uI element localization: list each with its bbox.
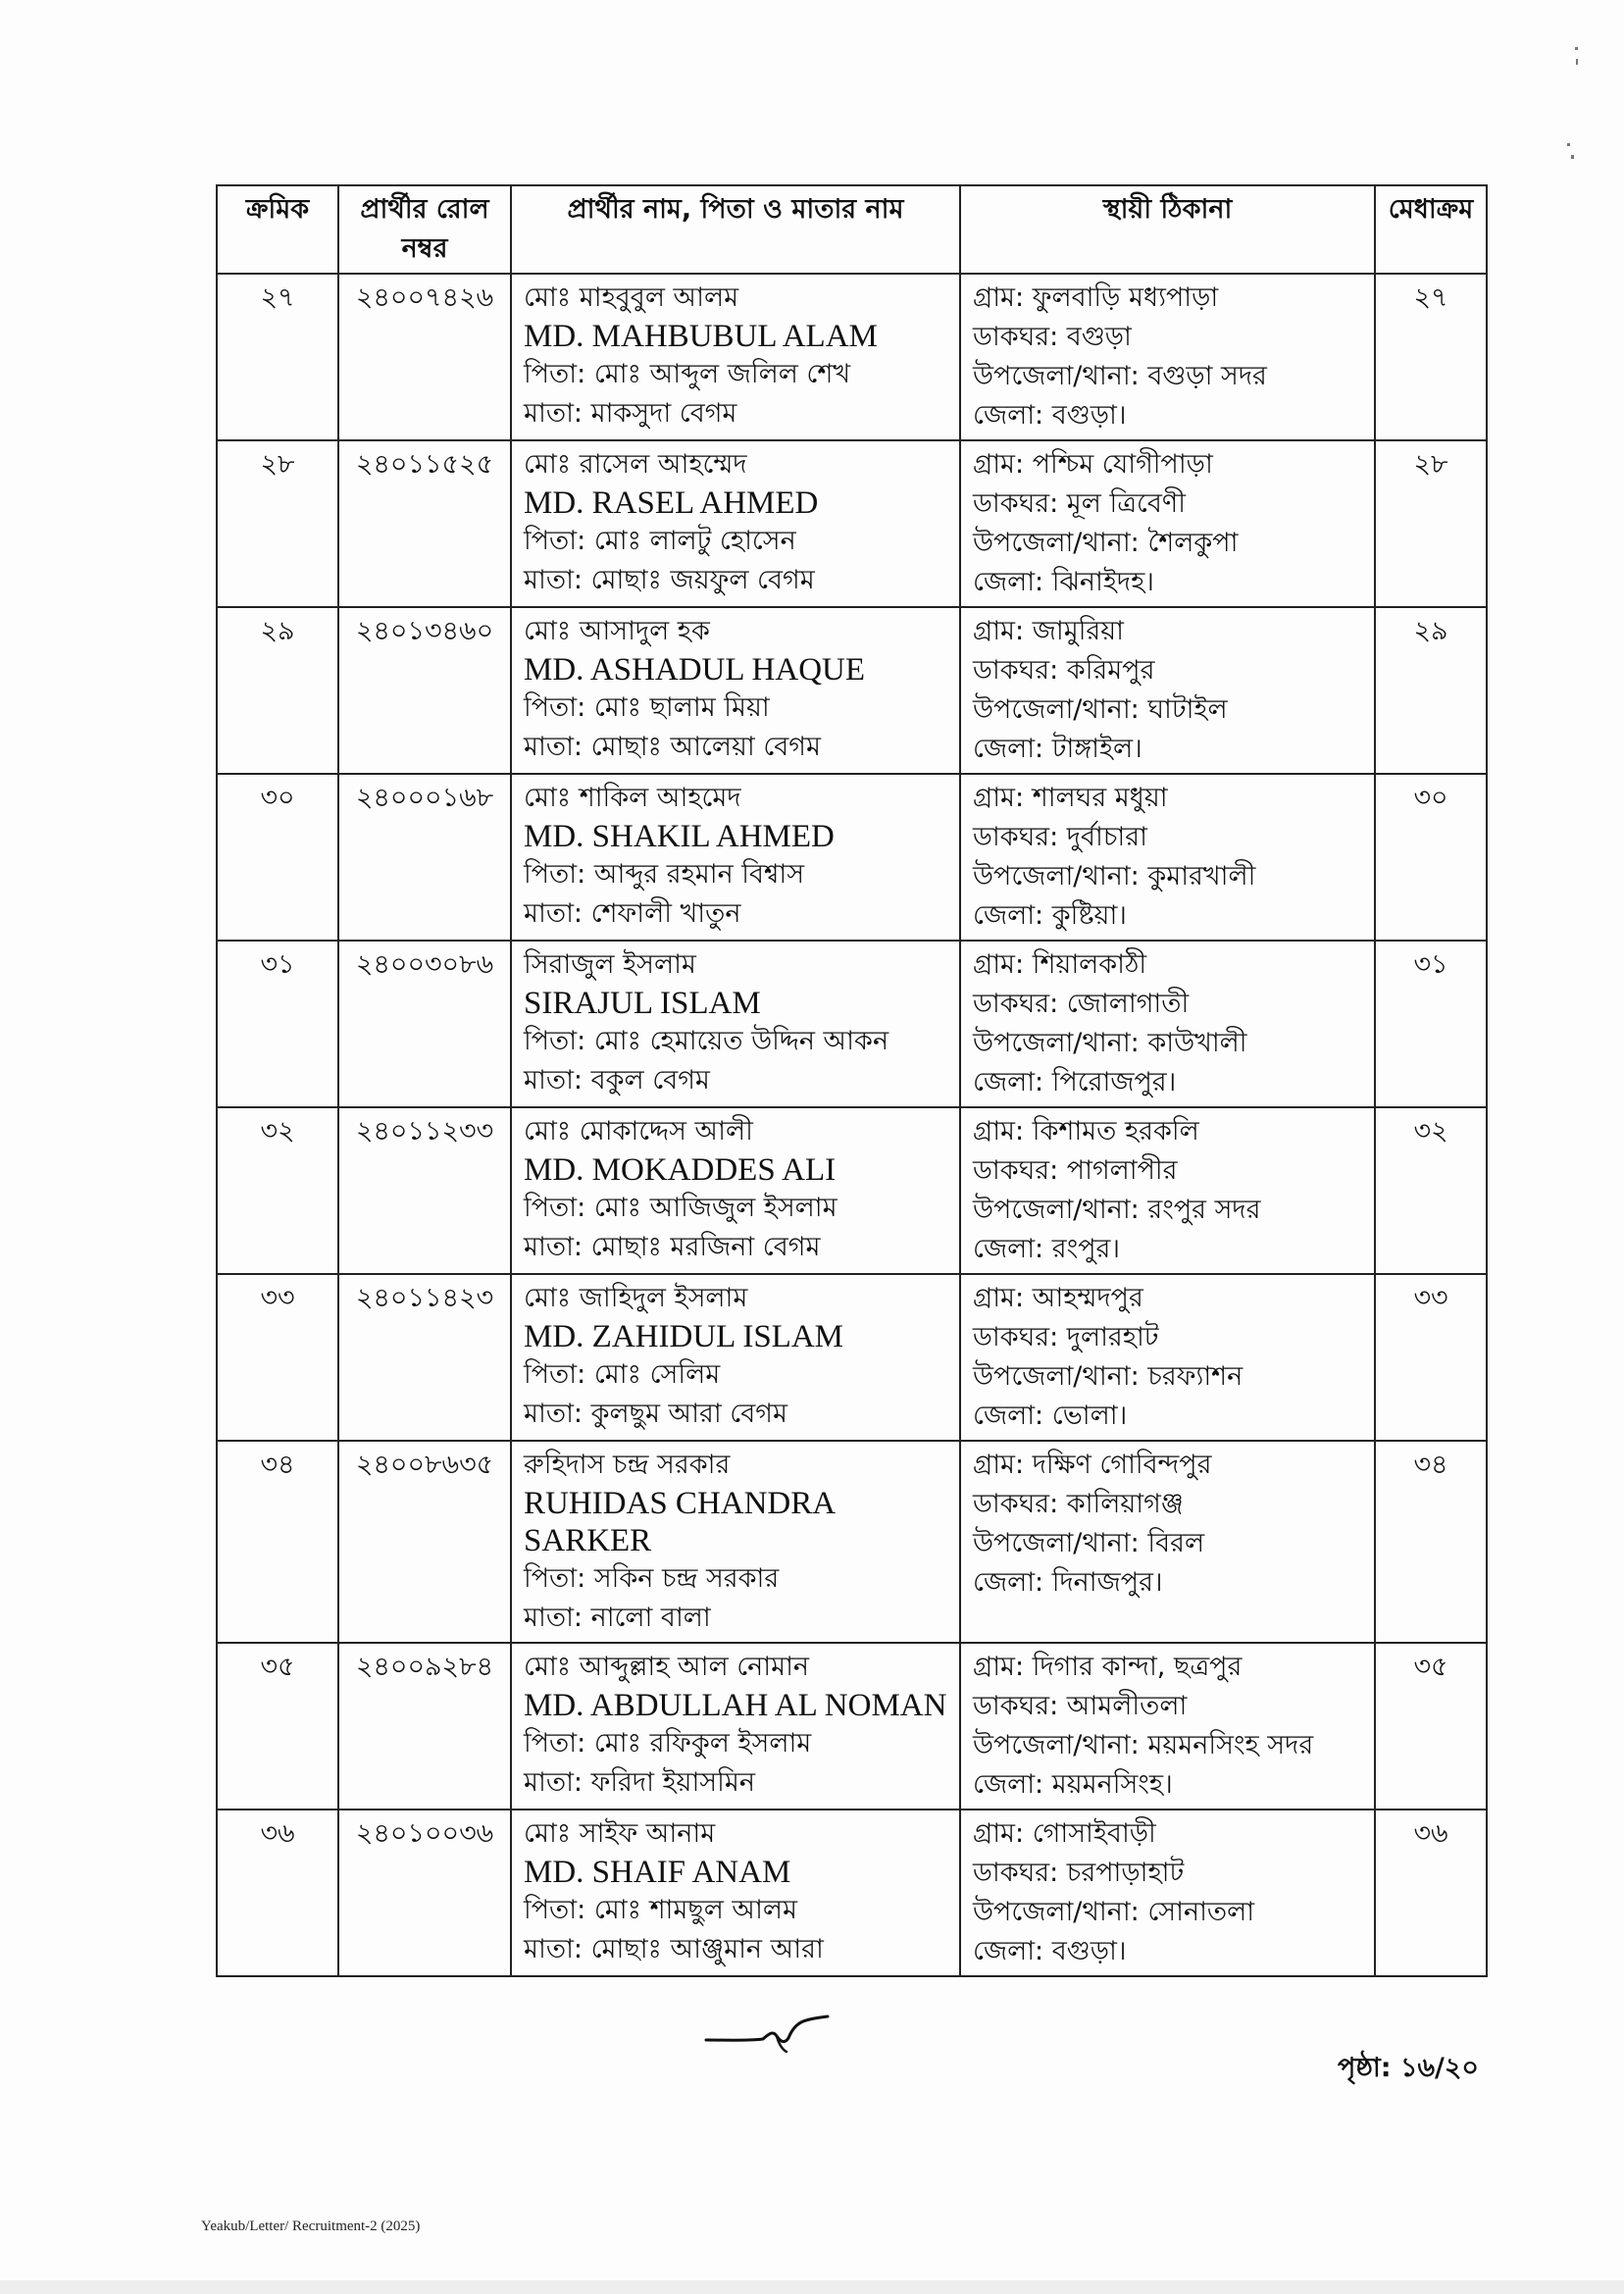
address-upazila: উপজেলা/থানা: বিরল bbox=[973, 1528, 1205, 1558]
mother-name: মাতা: নালো বালা bbox=[524, 1603, 711, 1633]
candidate-name-bn: মোঃ সাইফ আনাম bbox=[524, 1818, 716, 1849]
address-district: জেলা: দিনাজপুর। bbox=[973, 1567, 1163, 1598]
serial-cell: ৩৬ bbox=[217, 1810, 338, 1976]
candidate-name-bn: মোঃ মোকাদ্দেস আলী bbox=[524, 1116, 753, 1147]
candidate-name-bn: মোঃ জাহিদুল ইসলাম bbox=[524, 1283, 748, 1313]
father-name: পিতা: মোঃ রফিকুল ইসলাম bbox=[524, 1728, 812, 1759]
header-serial: ক্রমিক bbox=[217, 185, 338, 274]
candidate-name-bn: মোঃ আসাদুল হক bbox=[524, 616, 710, 646]
name-cell bbox=[511, 440, 960, 607]
scan-speck bbox=[1571, 155, 1574, 159]
table-row bbox=[217, 1810, 1487, 1976]
merit-cell: ২৭ bbox=[1375, 274, 1487, 440]
merit-cell: ৩২ bbox=[1375, 1107, 1487, 1274]
roll-cell: ২৪০০৩০৮৬ bbox=[338, 941, 511, 1107]
address-district: জেলা: ভোলা। bbox=[973, 1401, 1128, 1431]
address-post: ডাকঘর: মূল ত্রিবেণী bbox=[973, 488, 1186, 519]
table-row bbox=[217, 774, 1487, 941]
scan-speck bbox=[1575, 47, 1578, 50]
address-post: ডাকঘর: দুর্বাচারা bbox=[973, 822, 1147, 852]
name-cell bbox=[511, 1107, 960, 1274]
address-cell bbox=[960, 1810, 1375, 1976]
address-district: জেলা: কুষ্টিয়া। bbox=[973, 900, 1127, 931]
address-post: ডাকঘর: দুলারহাট bbox=[973, 1322, 1159, 1352]
serial-cell: ৩৫ bbox=[217, 1643, 338, 1810]
merit-cell: ৩১ bbox=[1375, 941, 1487, 1107]
roll-cell: ২৪০১০০৩৬ bbox=[338, 1810, 511, 1976]
address-village: গ্রাম: ফুলবাড়ি মধ্যপাড়া bbox=[973, 282, 1219, 313]
address-cell bbox=[960, 274, 1375, 440]
address-cell bbox=[960, 941, 1375, 1107]
candidate-name-en: MD. ZAHIDUL ISLAM bbox=[524, 1319, 844, 1354]
mother-name: মাতা: মোছাঃ জয়ফুল বেগম bbox=[524, 565, 815, 595]
table-row bbox=[217, 941, 1487, 1107]
mother-name: মাতা: মোছাঃ আঞ্জুমান আরা bbox=[524, 1934, 824, 1964]
address-post: ডাকঘর: জোলাগাতী bbox=[973, 989, 1190, 1019]
address-village: গ্রাম: আহম্মদপুর bbox=[973, 1283, 1143, 1313]
mother-name: মাতা: ফরিদা ইয়াসমিন bbox=[524, 1767, 755, 1798]
table-row bbox=[217, 440, 1487, 607]
signature-mark bbox=[704, 2009, 832, 2058]
roll-cell: ২৪০১১২৩৩ bbox=[338, 1107, 511, 1274]
candidate-name-bn: মোঃ আব্দুল্লাহ আল নোমান bbox=[524, 1652, 810, 1682]
address-post: ডাকঘর: চরপাড়াহাট bbox=[973, 1858, 1185, 1888]
address-district: জেলা: বগুড়া। bbox=[973, 400, 1127, 431]
mother-name: মাতা: বকুল বেগম bbox=[524, 1065, 710, 1096]
serial-cell: ৩০ bbox=[217, 774, 338, 941]
name-cell bbox=[511, 941, 960, 1107]
candidate-name-en: MD. SHAKIL AHMED bbox=[524, 819, 835, 854]
father-name: পিতা: মোঃ আব্দুল জলিল শেখ bbox=[524, 359, 851, 389]
candidate-name-bn: রুহিদাস চন্দ্র সরকার bbox=[524, 1450, 731, 1480]
candidate-name-en: MD. SHAIF ANAM bbox=[524, 1855, 791, 1890]
candidate-name-en: MD. ABDULLAH AL NOMAN bbox=[524, 1688, 947, 1723]
address-district: জেলা: ঝিনাইদহ। bbox=[973, 567, 1154, 597]
candidate-name-en: SIRAJUL ISLAM bbox=[524, 986, 761, 1021]
table-row bbox=[217, 607, 1487, 774]
address-cell bbox=[960, 607, 1375, 774]
father-name: পিতা: মোঃ হেমায়েত উদ্দিন আকন bbox=[524, 1026, 889, 1056]
page-number: পৃষ্ঠা: ১৬/২০ bbox=[1338, 2053, 1479, 2083]
table-row bbox=[217, 274, 1487, 440]
father-name: পিতা: মোঃ আজিজুল ইসলাম bbox=[524, 1193, 837, 1223]
serial-cell: ৩৪ bbox=[217, 1441, 338, 1643]
serial-cell: ৩২ bbox=[217, 1107, 338, 1274]
name-cell bbox=[511, 274, 960, 440]
address-cell bbox=[960, 774, 1375, 941]
address-district: জেলা: বগুড়া। bbox=[973, 1936, 1127, 1966]
address-district: জেলা: রংপুর। bbox=[973, 1234, 1121, 1264]
address-upazila: উপজেলা/থানা: কুমারখালী bbox=[973, 861, 1256, 892]
address-village: গ্রাম: শালঘর মধুয়া bbox=[973, 783, 1168, 813]
table-row bbox=[217, 1441, 1487, 1643]
header-address: স্থায়ী ঠিকানা bbox=[960, 185, 1375, 274]
scan-speck bbox=[1576, 59, 1578, 65]
address-village: গ্রাম: শিয়ালকাঠী bbox=[973, 949, 1147, 980]
mother-name: মাতা: মাকসুদা বেগম bbox=[524, 398, 737, 429]
father-name: পিতা: মোঃ লালটু হোসেন bbox=[524, 526, 796, 556]
mother-name: মাতা: শেফালী খাতুন bbox=[524, 898, 741, 929]
address-post: ডাকঘর: করিমপুর bbox=[973, 655, 1155, 686]
roll-cell: ২৪০১১৫২৫ bbox=[338, 440, 511, 607]
merit-cell: ৩৫ bbox=[1375, 1643, 1487, 1810]
candidate-name-bn: মোঃ মাহবুবুল আলম bbox=[524, 282, 739, 313]
header-merit: মেধাক্রম bbox=[1375, 185, 1487, 274]
table-row bbox=[217, 1107, 1487, 1274]
roll-cell: ২৪০০৯২৮৪ bbox=[338, 1643, 511, 1810]
father-name: পিতা: সকিন চন্দ্র সরকার bbox=[524, 1563, 780, 1594]
merit-cell: ৩৬ bbox=[1375, 1810, 1487, 1976]
candidate-name-en: MD. MOKADDES ALI bbox=[524, 1152, 837, 1188]
name-cell bbox=[511, 1441, 960, 1643]
scan-bottom-edge bbox=[0, 2280, 1624, 2294]
merit-cell: ২৯ bbox=[1375, 607, 1487, 774]
address-cell bbox=[960, 1274, 1375, 1441]
father-name: পিতা: মোঃ সেলিম bbox=[524, 1359, 721, 1390]
merit-cell: ৩৪ bbox=[1375, 1441, 1487, 1643]
name-cell bbox=[511, 774, 960, 941]
address-district: জেলা: ময়মনসিংহ। bbox=[973, 1769, 1173, 1800]
candidate-name-bn: মোঃ রাসেল আহম্মেদ bbox=[524, 449, 747, 480]
header-name: প্রার্থীর নাম, পিতা ও মাতার নাম bbox=[511, 185, 960, 274]
candidate-name-bn: মোঃ শাকিল আহমেদ bbox=[524, 783, 741, 813]
address-village: গ্রাম: কিশামত হরকলি bbox=[973, 1116, 1199, 1147]
roll-cell: ২৪০১১৪২৩ bbox=[338, 1274, 511, 1441]
name-cell bbox=[511, 607, 960, 774]
candidate-name-en: MD. ASHADUL HAQUE bbox=[524, 652, 866, 688]
address-cell bbox=[960, 1441, 1375, 1643]
address-cell bbox=[960, 1107, 1375, 1274]
header-roll: প্রার্থীর রোল নম্বর bbox=[338, 185, 511, 274]
father-name: পিতা: মোঃ ছালাম মিয়া bbox=[524, 692, 770, 723]
address-village: গ্রাম: জামুরিয়া bbox=[973, 616, 1125, 646]
address-village: গ্রাম: গোসাইবাড়ী bbox=[973, 1818, 1156, 1849]
scan-speck bbox=[1567, 143, 1570, 146]
mother-name: মাতা: মোছাঃ আলেয়া বেগম bbox=[524, 732, 821, 762]
address-district: জেলা: পিরোজপুর। bbox=[973, 1067, 1177, 1097]
mother-name: মাতা: কুলছুম আরা বেগম bbox=[524, 1399, 787, 1429]
merit-cell: ৩০ bbox=[1375, 774, 1487, 941]
footer-reference: Yeakub/Letter/ Recruitment-2 (2025) bbox=[201, 2218, 421, 2234]
name-cell bbox=[511, 1810, 960, 1976]
address-upazila: উপজেলা/থানা: কাউখালী bbox=[973, 1028, 1247, 1058]
address-post: ডাকঘর: পাগলাপীর bbox=[973, 1155, 1178, 1186]
address-upazila: উপজেলা/থানা: সোনাতলা bbox=[973, 1897, 1255, 1927]
address-post: ডাকঘর: বগুড়া bbox=[973, 322, 1132, 352]
father-name: পিতা: আব্দুর রহমান বিশ্বাস bbox=[524, 859, 805, 890]
mother-name: মাতা: মোছাঃ মরজিনা বেগম bbox=[524, 1232, 821, 1262]
candidate-name-en: RUHIDAS CHANDRA SARKER bbox=[524, 1486, 835, 1558]
candidate-name-bn: সিরাজুল ইসলাম bbox=[524, 949, 696, 980]
candidate-name-en: MD. RASEL AHMED bbox=[524, 485, 819, 521]
address-village: গ্রাম: দক্ষিণ গোবিন্দপুর bbox=[973, 1450, 1212, 1480]
address-upazila: উপজেলা/থানা: শৈলকুপা bbox=[973, 528, 1239, 558]
merit-cell: ৩৩ bbox=[1375, 1274, 1487, 1441]
roll-cell: ২৪০১৩৪৬০ bbox=[338, 607, 511, 774]
merit-cell: ২৮ bbox=[1375, 440, 1487, 607]
address-upazila: উপজেলা/থানা: বগুড়া সদর bbox=[973, 361, 1267, 391]
roll-cell: ২৪০০০১৬৮ bbox=[338, 774, 511, 941]
address-cell bbox=[960, 440, 1375, 607]
address-upazila: উপজেলা/থানা: ঘাটাইল bbox=[973, 694, 1228, 725]
serial-cell: ২৭ bbox=[217, 274, 338, 440]
candidate-table bbox=[216, 184, 1488, 1977]
serial-cell: ২৮ bbox=[217, 440, 338, 607]
address-cell bbox=[960, 1643, 1375, 1810]
candidate-name-en: MD. MAHBUBUL ALAM bbox=[524, 319, 878, 354]
address-post: ডাকঘর: কালিয়াগঞ্জ bbox=[973, 1489, 1184, 1519]
address-district: জেলা: টাঙ্গাইল। bbox=[973, 734, 1142, 764]
serial-cell: ৩১ bbox=[217, 941, 338, 1107]
table-row bbox=[217, 1643, 1487, 1810]
address-village: গ্রাম: দিগার কান্দা, ছত্রপুর bbox=[973, 1652, 1243, 1682]
name-cell bbox=[511, 1274, 960, 1441]
address-upazila: উপজেলা/থানা: রংপুর সদর bbox=[973, 1195, 1261, 1225]
father-name: পিতা: মোঃ শামছুল আলম bbox=[524, 1895, 798, 1925]
roll-cell: ২৪০০৭৪২৬ bbox=[338, 274, 511, 440]
address-post: ডাকঘর: আমলীতলা bbox=[973, 1691, 1188, 1721]
table-body bbox=[217, 274, 1487, 1976]
roll-cell: ২৪০০৮৬৩৫ bbox=[338, 1441, 511, 1643]
table-header-row bbox=[217, 185, 1487, 274]
serial-cell: ২৯ bbox=[217, 607, 338, 774]
address-upazila: উপজেলা/থানা: চরফ্যাশন bbox=[973, 1361, 1243, 1392]
address-upazila: উপজেলা/থানা: ময়মনসিংহ সদর bbox=[973, 1730, 1314, 1760]
address-village: গ্রাম: পশ্চিম যোগীপাড়া bbox=[973, 449, 1213, 480]
serial-cell: ৩৩ bbox=[217, 1274, 338, 1441]
table-row bbox=[217, 1274, 1487, 1441]
name-cell bbox=[511, 1643, 960, 1810]
